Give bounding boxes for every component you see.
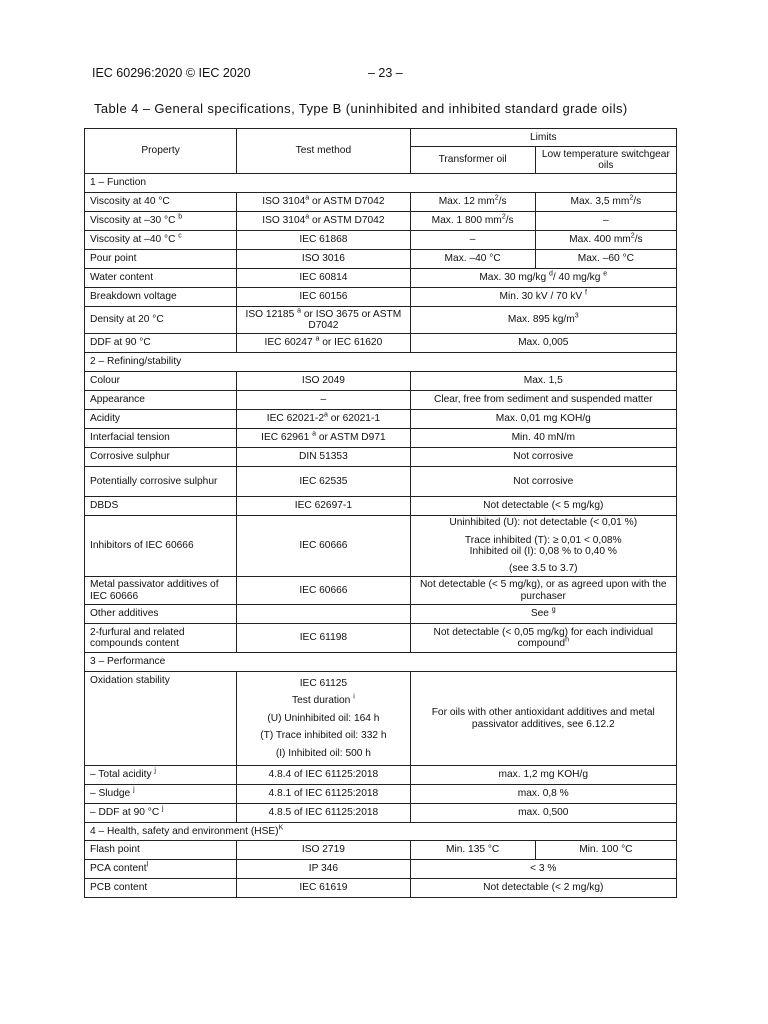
table-row (85, 307, 677, 334)
method-cell: IEC 61619 (237, 879, 410, 898)
property-cell: Viscosity at –30 °C $^b$ (85, 212, 237, 231)
method-cell: IEC 60666 (237, 577, 410, 605)
property-cell: – Sludge $^j$ (85, 785, 237, 804)
table-row (85, 288, 677, 307)
method-cell: ISO 2049 (237, 372, 410, 391)
limit-cell: Max. 30 mg/kg $^d$/ 40 mg/kg $^e$ (410, 269, 676, 288)
limit-cell: max. 0,500 (410, 804, 676, 823)
property-cell: Corrosive sulphur (85, 448, 237, 467)
limit-cell: Not detectable (< 2 mg/kg) (410, 879, 676, 898)
section-hse: 4 – Health, safety and environment (HSE)$^K$ (85, 823, 677, 841)
method-cell: IEC 60666 (237, 516, 410, 577)
limit-cell: < 3 % (410, 860, 676, 879)
table-row (85, 231, 677, 250)
section-function: 1 – Function (85, 174, 677, 193)
limit-cell: Min. 30 kV / 70 kV $^f$ (410, 288, 676, 307)
table-row (85, 467, 677, 497)
limit-cell: Not detectable (< 5 mg/kg) (410, 497, 676, 516)
limit-cell: max. 0,8 % (410, 785, 676, 804)
table-row (85, 497, 677, 516)
table-row (85, 672, 677, 766)
limit-cell: See $^g$ (410, 605, 676, 624)
limit-cell: Not detectable (< 5 mg/kg), or as agreed upon with the purchaser (410, 577, 676, 605)
table-row (85, 860, 677, 879)
table-row (85, 766, 677, 785)
transformer-cell: Max. 12 $mm^2/s$ (410, 193, 535, 212)
method-cell: IEC 60156 (237, 288, 410, 307)
method-cell: IEC 61125 Test duration $^i$ (U) Uninhibited oil: 164 h (T) Trace inhibited oil: 332 h (I) Inhibited oil: 500 h (237, 672, 410, 766)
property-cell: Other additives (85, 605, 237, 624)
table-caption: Table 4 – General specifications, Type B (uninhibited and inhibited standard grade oils) (94, 101, 628, 116)
property-cell: Flash point (85, 841, 237, 860)
property-cell: Interfacial tension (85, 429, 237, 448)
limit-cell: Min. 40 mN/m (410, 429, 676, 448)
section-performance: 3 – Performance (85, 653, 677, 672)
property-cell: – Total acidity $^j$ (85, 766, 237, 785)
property-cell: Metal passivator additives of IEC 60666 (85, 577, 237, 605)
property-cell: DBDS (85, 497, 237, 516)
table-row (85, 605, 677, 624)
method-cell: IEC 61198 (237, 624, 410, 653)
specifications-table (84, 128, 677, 898)
limit-cell: Clear, free from sediment and suspended matter (410, 391, 676, 410)
switchgear-cell: Max. 3,5 $mm^2/s$ (535, 193, 676, 212)
table-row (85, 879, 677, 898)
method-cell: ISO 12185 $^a$ or ISO 3675 or ASTM D7042 (237, 307, 410, 334)
transformer-cell: Max. 1 800 $mm^2/s$ (410, 212, 535, 231)
property-cell: – DDF at 90 °C $^j$ (85, 804, 237, 823)
property-cell: Colour (85, 372, 237, 391)
col-header-transformer-oil: Transformer oil (410, 147, 535, 174)
property-cell: Breakdown voltage (85, 288, 237, 307)
method-cell: ISO 3104$^a$ or ASTM D7042 (237, 212, 410, 231)
method-cell: ISO 3104$^a$ or ASTM D7042 (237, 193, 410, 212)
section-refining: 2 – Refining/stability (85, 353, 677, 372)
limit-cell: Max. 0,005 (410, 334, 676, 353)
property-cell: Potentially corrosive sulphur (85, 467, 237, 497)
table-row (85, 334, 677, 353)
method-cell: ISO 2719 (237, 841, 410, 860)
limit-cell: Not corrosive (410, 448, 676, 467)
method-cell: DIN 51353 (237, 448, 410, 467)
table-row (85, 448, 677, 467)
transformer-cell: Min. 135 °C (410, 841, 535, 860)
table-row (85, 269, 677, 288)
property-cell: Viscosity at 40 °C (85, 193, 237, 212)
col-header-limits: Limits (410, 129, 676, 147)
document-id: IEC 60296:2020 © IEC 2020 (92, 66, 251, 80)
table-row (85, 391, 677, 410)
method-cell (237, 605, 410, 624)
table-row (85, 785, 677, 804)
property-cell: 2-furfural and related compounds content (85, 624, 237, 653)
property-cell: Density at 20 °C (85, 307, 237, 334)
col-header-test-method: Test method (237, 129, 410, 174)
switchgear-cell: Min. 100 °C (535, 841, 676, 860)
method-cell: 4.8.1 of IEC 61125:2018 (237, 785, 410, 804)
table-row (85, 193, 677, 212)
table-row (85, 250, 677, 269)
method-cell: IEC 60814 (237, 269, 410, 288)
method-cell: IEC 62961 $^a$ or ASTM D971 (237, 429, 410, 448)
limit-cell: For oils with other antioxidant additives and metal passivator additives, see 6.12.2 (410, 672, 676, 766)
switchgear-cell: Max. 400 $mm^2/s$ (535, 231, 676, 250)
table-row (85, 624, 677, 653)
property-cell: Acidity (85, 410, 237, 429)
method-cell: IEC 61868 (237, 231, 410, 250)
property-cell: PCA content$^l$ (85, 860, 237, 879)
transformer-cell: – (410, 231, 535, 250)
property-cell: Oxidation stability (85, 672, 237, 766)
method-cell: – (237, 391, 410, 410)
method-cell: 4.8.4 of IEC 61125:2018 (237, 766, 410, 785)
property-cell: Appearance (85, 391, 237, 410)
col-header-property: Property (85, 129, 237, 174)
table-row (85, 577, 677, 605)
switchgear-cell: – (535, 212, 676, 231)
table-row (85, 804, 677, 823)
limit-cell: Max. 1,5 (410, 372, 676, 391)
method-cell: IEC 62021-2$^a$ or 62021-1 (237, 410, 410, 429)
table-row (85, 516, 677, 577)
transformer-cell: Max. –40 °C (410, 250, 535, 269)
property-cell: Viscosity at –40 °C $^c$ (85, 231, 237, 250)
limit-cell: Max. 895 $kg/m^3$ (410, 307, 676, 334)
method-cell: 4.8.5 of IEC 61125:2018 (237, 804, 410, 823)
method-cell: IP 346 (237, 860, 410, 879)
limit-cell: Max. 0,01 mg KOH/g (410, 410, 676, 429)
property-cell: Pour point (85, 250, 237, 269)
limit-cell: Not corrosive (410, 467, 676, 497)
method-cell: IEC 62697-1 (237, 497, 410, 516)
switchgear-cell: Max. –60 °C (535, 250, 676, 269)
limit-cell: Uninhibited (U): not detectable (< 0,01 %) Trace inhibited (T): ≥ 0,01 < 0,08% Inhibited oil (I): 0,08 % to 0,40 % (see 3.5 to 3.7) (410, 516, 676, 577)
property-cell: Inhibitors of IEC 60666 (85, 516, 237, 577)
method-cell: ISO 3016 (237, 250, 410, 269)
table-row (85, 212, 677, 231)
table-row (85, 410, 677, 429)
table-row (85, 429, 677, 448)
method-cell: IEC 60247 $^a$ or IEC 61620 (237, 334, 410, 353)
property-cell: Water content (85, 269, 237, 288)
limit-cell: max. 1,2 mg KOH/g (410, 766, 676, 785)
property-cell: PCB content (85, 879, 237, 898)
col-header-switchgear-oil: Low temperature switchgear oils (535, 147, 676, 174)
table-row (85, 841, 677, 860)
property-cell: DDF at 90 °C (85, 334, 237, 353)
page-number: – 23 – (368, 66, 403, 80)
limit-cell: Not detectable (< 0,05 mg/kg) for each individual compound$^h$ (410, 624, 676, 653)
method-cell: IEC 62535 (237, 467, 410, 497)
table-row (85, 372, 677, 391)
